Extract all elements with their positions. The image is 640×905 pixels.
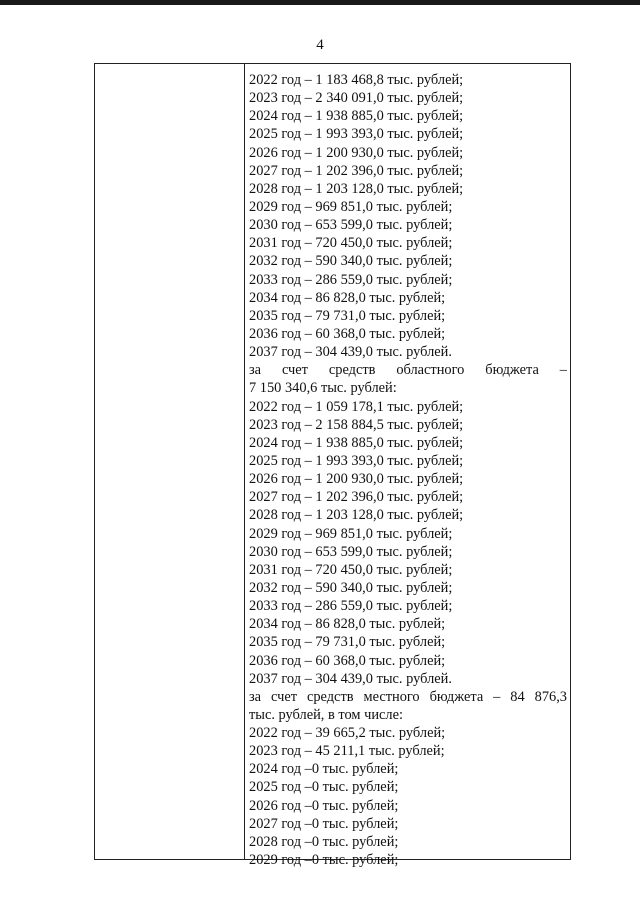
budget-line: 2030 год – 653 599,0 тыс. рублей; [249, 543, 453, 560]
budget-line: 2024 год – 1 938 885,0 тыс. рублей; [249, 108, 464, 125]
budget-line: 2036 год – 60 368,0 тыс. рублей; [249, 325, 446, 342]
table-left-cell [95, 64, 245, 859]
budget-line: 2031 год – 720 450,0 тыс. рублей; [249, 235, 453, 252]
scan-top-edge [0, 0, 640, 5]
funding-table [94, 63, 571, 869]
budget-line: 2026 год – 1 200 930,0 тыс. рублей; [249, 144, 464, 161]
budget-line: 2033 год – 286 559,0 тыс. рублей; [249, 271, 453, 288]
page-number: 4 [316, 37, 324, 53]
budget-line: 2022 год – 39 665,2 тыс. рублей; [249, 725, 446, 742]
budget-line: 2026 год –0 тыс. рублей; [249, 797, 399, 814]
budget-line: 2034 год – 86 828,0 тыс. рублей; [249, 289, 446, 306]
budget-line: тыс. рублей, в том числе: [249, 706, 403, 723]
budget-line: 2022 год – 1 183 468,8 тыс. рублей; [249, 72, 464, 88]
budget-line: 2029 год – 969 851,0 тыс. рублей; [249, 525, 453, 542]
budget-line: 2022 год – 1 059 178,1 тыс. рублей; [249, 398, 464, 415]
budget-line: 2023 год – 2 158 884,5 тыс. рублей; [249, 416, 464, 433]
budget-line: 2026 год – 1 200 930,0 тыс. рублей; [249, 471, 464, 488]
budget-line: за счет средств областного бюджета – [249, 362, 567, 379]
budget-line: 2029 год –0 тыс. рублей; [249, 852, 399, 869]
budget-line: 2032 год – 590 340,0 тыс. рублей; [249, 253, 453, 270]
budget-line: 2027 год – 1 202 396,0 тыс. рублей; [249, 489, 464, 506]
budget-line: 2035 год – 79 731,0 тыс. рублей; [249, 634, 446, 651]
budget-line: 2036 год – 60 368,0 тыс. рублей; [249, 652, 446, 669]
budget-line: 2032 год – 590 340,0 тыс. рублей; [249, 579, 453, 596]
budget-line: 2028 год – 1 203 128,0 тыс. рублей; [249, 507, 464, 524]
budget-line: 2025 год – 1 993 393,0 тыс. рублей; [249, 452, 464, 469]
budget-line: 2028 год –0 тыс. рублей; [249, 833, 399, 850]
budget-line: 2023 год – 2 340 091,0 тыс. рублей; [249, 90, 464, 107]
budget-line: 2030 год – 653 599,0 тыс. рублей; [249, 217, 453, 234]
budget-line: 2024 год – 1 938 885,0 тыс. рублей; [249, 434, 464, 451]
budget-line: 2029 год – 969 851,0 тыс. рублей; [249, 198, 453, 215]
budget-line: 2023 год – 45 211,1 тыс. рублей; [249, 743, 445, 760]
budget-line: за счет средств местного бюджета – 84 876,3 [249, 688, 567, 705]
budget-line: 2035 год – 79 731,0 тыс. рублей; [249, 307, 446, 324]
budget-line: 2027 год – 1 202 396,0 тыс. рублей; [249, 162, 464, 179]
budget-line: 2033 год – 286 559,0 тыс. рублей; [249, 598, 453, 615]
budget-line: 2037 год – 304 439,0 тыс. рублей. [249, 670, 452, 687]
budget-line: 2024 год –0 тыс. рублей; [249, 761, 399, 778]
budget-line: 7 150 340,6 тыс. рублей: [249, 380, 397, 397]
budget-line: 2025 год –0 тыс. рублей; [249, 779, 399, 796]
budget-line: 2031 год – 720 450,0 тыс. рублей; [249, 561, 453, 578]
budget-line: 2034 год – 86 828,0 тыс. рублей; [249, 616, 446, 633]
table-right-cell [245, 64, 570, 869]
budget-line: 2027 год –0 тыс. рублей; [249, 815, 399, 832]
budget-line: 2028 год – 1 203 128,0 тыс. рублей; [249, 180, 464, 197]
budget-line: 2025 год – 1 993 393,0 тыс. рублей; [249, 126, 464, 143]
budget-line: 2037 год – 304 439,0 тыс. рублей. [249, 344, 452, 361]
